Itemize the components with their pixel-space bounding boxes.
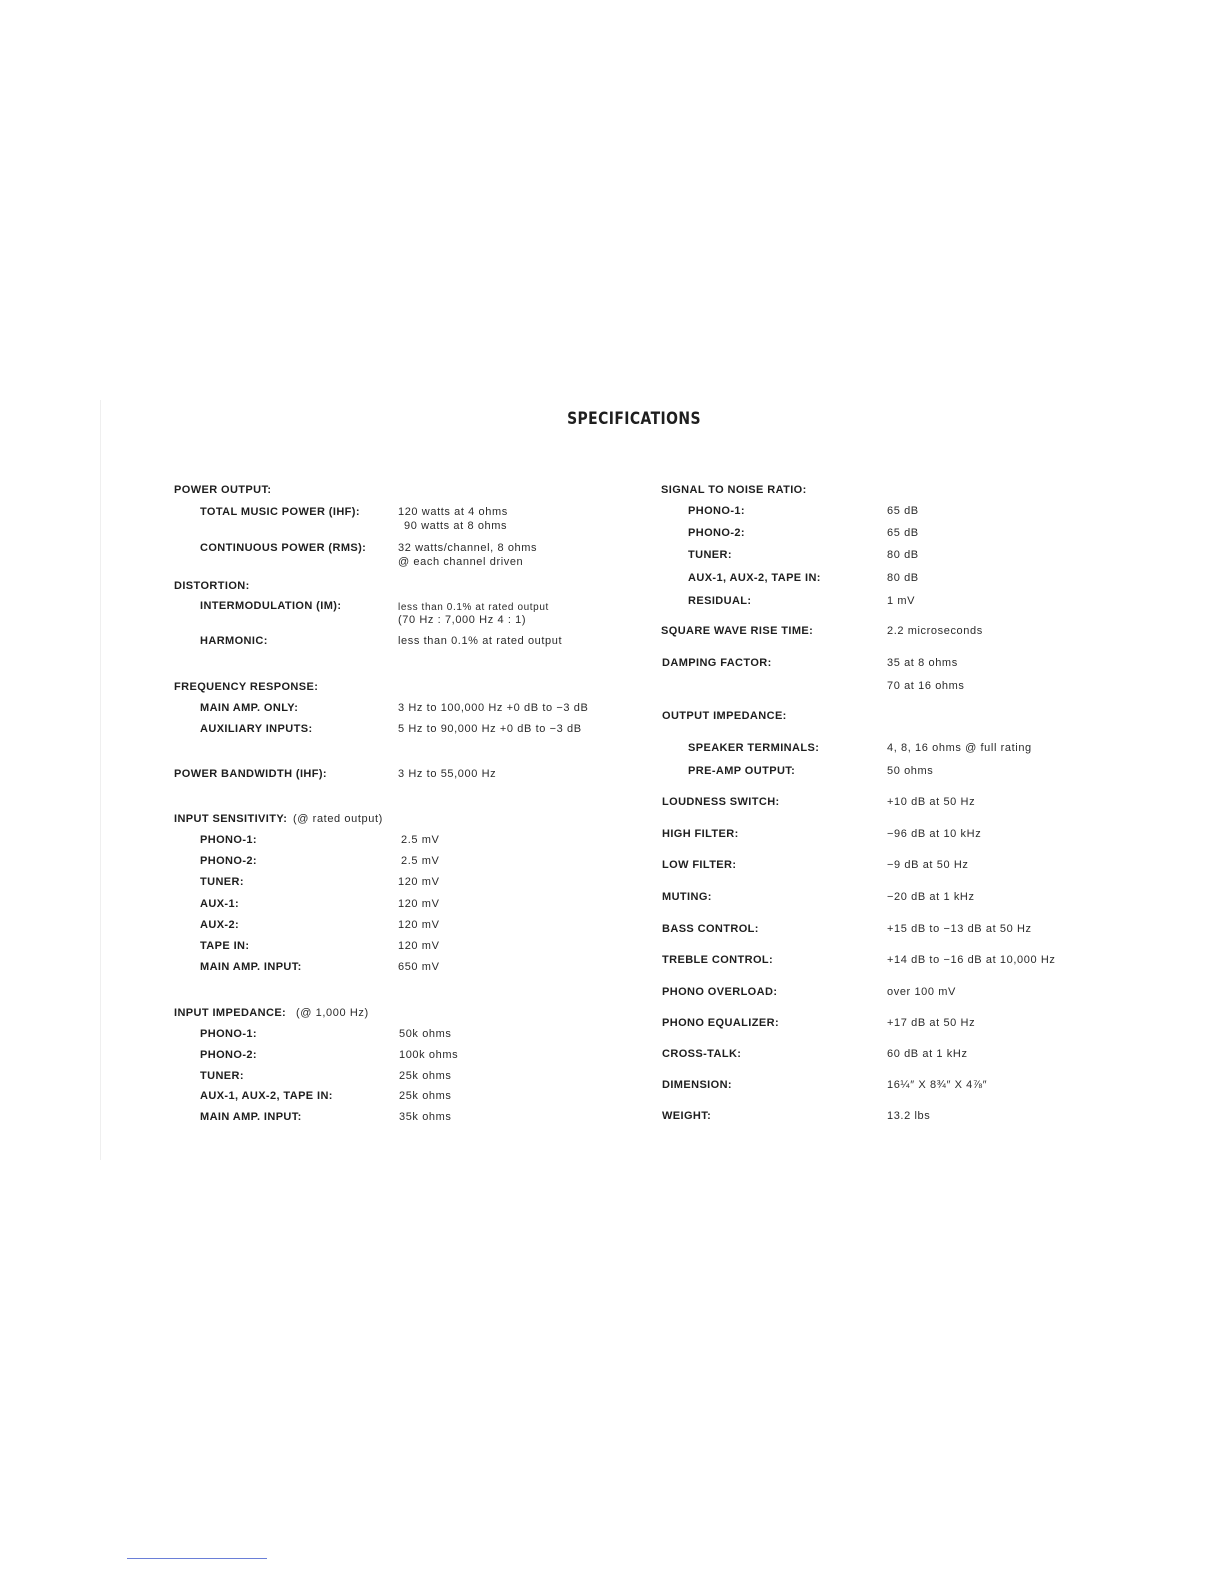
spec-value: over 100 mV <box>887 986 956 998</box>
spec-value: −96 dB at 10 kHz <box>887 828 982 840</box>
speaker-terminals-value: 4, 8, 16 ohms @ full rating <box>887 742 1032 754</box>
spec-value: 60 dB at 1 kHz <box>887 1048 968 1060</box>
preamp-output-label: PRE-AMP OUTPUT: <box>688 765 796 777</box>
spec-label: DIMENSION: <box>662 1079 732 1091</box>
sensitivity-value: 120 mV <box>398 898 440 910</box>
spec-label: HIGH FILTER: <box>662 828 739 840</box>
spec-value: 13.2 lbs <box>887 1110 931 1122</box>
spec-label: TREBLE CONTROL: <box>662 954 774 966</box>
total-music-power-label: TOTAL MUSIC POWER (IHF): <box>200 506 360 518</box>
sensitivity-label: PHONO-2: <box>200 855 257 867</box>
power-output-heading: POWER OUTPUT: <box>174 484 272 496</box>
distortion-heading: DISTORTION: <box>174 580 250 592</box>
snr-heading: SIGNAL TO NOISE RATIO: <box>661 484 807 496</box>
spec-label: WEIGHT: <box>662 1110 712 1122</box>
impedance-value: 50k ohms <box>399 1028 452 1040</box>
sensitivity-value: 120 mV <box>398 919 440 931</box>
spec-value: +14 dB to −16 dB at 10,000 Hz <box>887 954 1056 966</box>
sensitivity-label: TUNER: <box>200 876 244 888</box>
margin-line <box>100 400 101 1160</box>
input-impedance-heading: INPUT IMPEDANCE: <box>174 1007 287 1019</box>
snr-label: RESIDUAL: <box>688 595 752 607</box>
spec-value: −20 dB at 1 kHz <box>887 891 975 903</box>
snr-value: 80 dB <box>887 572 919 584</box>
snr-value: 65 dB <box>887 505 919 517</box>
impedance-value: 25k ohms <box>399 1070 452 1082</box>
spec-label: MUTING: <box>662 891 712 903</box>
spec-value: −9 dB at 50 Hz <box>887 859 969 871</box>
sensitivity-value: 120 mV <box>398 876 440 888</box>
continuous-power-value-2: @ each channel driven <box>398 556 524 568</box>
sensitivity-value: 650 mV <box>398 961 440 973</box>
page-title: SPECIFICATIONS <box>567 409 701 429</box>
harmonic-label: HARMONIC: <box>200 635 268 647</box>
spec-label: CROSS-TALK: <box>662 1048 742 1060</box>
sensitivity-label: MAIN AMP. INPUT: <box>200 961 302 973</box>
snr-label: TUNER: <box>688 549 732 561</box>
power-bandwidth-label: POWER BANDWIDTH (IHF): <box>174 768 327 780</box>
impedance-label: AUX-1, AUX-2, TAPE IN: <box>200 1090 333 1102</box>
sensitivity-value: 2.5 mV <box>401 855 440 867</box>
input-impedance-note: (@ 1,000 Hz) <box>296 1007 369 1019</box>
continuous-power-value-1: 32 watts/channel, 8 ohms <box>398 542 538 554</box>
sensitivity-value: 120 mV <box>398 940 440 952</box>
sensitivity-value: 2.5 mV <box>401 834 440 846</box>
input-sensitivity-heading: INPUT SENSITIVITY: <box>174 813 288 825</box>
intermodulation-label: INTERMODULATION (IM): <box>200 600 342 612</box>
intermodulation-value-1: less than 0.1% at rated output <box>398 602 549 613</box>
total-music-power-value-2: 90 watts at 8 ohms <box>404 520 508 532</box>
main-amp-only-label: MAIN AMP. ONLY: <box>200 702 299 714</box>
spec-label: LOUDNESS SWITCH: <box>662 796 780 808</box>
main-amp-only-value: 3 Hz to 100,000 Hz +0 dB to −3 dB <box>398 702 589 714</box>
sensitivity-label: AUX-1: <box>200 898 240 910</box>
snr-value: 1 mV <box>887 595 916 607</box>
snr-value: 65 dB <box>887 527 919 539</box>
impedance-label: PHONO-1: <box>200 1028 257 1040</box>
power-bandwidth-value: 3 Hz to 55,000 Hz <box>398 768 497 780</box>
sensitivity-label: PHONO-1: <box>200 834 257 846</box>
snr-label: AUX-1, AUX-2, TAPE IN: <box>688 572 821 584</box>
impedance-label: MAIN AMP. INPUT: <box>200 1111 302 1123</box>
spec-label: LOW FILTER: <box>662 859 737 871</box>
impedance-label: PHONO-2: <box>200 1049 257 1061</box>
sensitivity-label: TAPE IN: <box>200 940 250 952</box>
square-wave-label: SQUARE WAVE RISE TIME: <box>661 625 814 637</box>
continuous-power-label: CONTINUOUS POWER (RMS): <box>200 542 367 554</box>
auxiliary-inputs-value: 5 Hz to 90,000 Hz +0 dB to −3 dB <box>398 723 582 735</box>
snr-label: PHONO-1: <box>688 505 745 517</box>
spec-value: +17 dB at 50 Hz <box>887 1017 976 1029</box>
damping-factor-label: DAMPING FACTOR: <box>662 657 772 669</box>
footer-rule <box>127 1558 267 1559</box>
impedance-value: 100k ohms <box>399 1049 459 1061</box>
auxiliary-inputs-label: AUXILIARY INPUTS: <box>200 723 313 735</box>
impedance-value: 35k ohms <box>399 1111 452 1123</box>
preamp-output-value: 50 ohms <box>887 765 934 777</box>
harmonic-value: less than 0.1% at rated output <box>398 635 563 647</box>
snr-label: PHONO-2: <box>688 527 745 539</box>
spec-label: PHONO EQUALIZER: <box>662 1017 780 1029</box>
spec-label: PHONO OVERLOAD: <box>662 986 778 998</box>
damping-factor-value-2: 70 at 16 ohms <box>887 680 965 692</box>
input-sensitivity-note: (@ rated output) <box>293 813 383 825</box>
impedance-label: TUNER: <box>200 1070 244 1082</box>
output-impedance-heading: OUTPUT IMPEDANCE: <box>662 710 787 722</box>
snr-value: 80 dB <box>887 549 919 561</box>
total-music-power-value-1: 120 watts at 4 ohms <box>398 506 508 518</box>
sensitivity-label: AUX-2: <box>200 919 240 931</box>
speaker-terminals-label: SPEAKER TERMINALS: <box>688 742 820 754</box>
spec-value: +15 dB to −13 dB at 50 Hz <box>887 923 1032 935</box>
spec-label: BASS CONTROL: <box>662 923 759 935</box>
spec-value: 16¼″ X 8¾″ X 4⅞″ <box>887 1079 988 1091</box>
damping-factor-value-1: 35 at 8 ohms <box>887 657 958 669</box>
frequency-response-heading: FREQUENCY RESPONSE: <box>174 681 319 693</box>
spec-value: +10 dB at 50 Hz <box>887 796 976 808</box>
impedance-value: 25k ohms <box>399 1090 452 1102</box>
square-wave-value: 2.2 microseconds <box>887 625 983 637</box>
intermodulation-value-2: (70 Hz : 7,000 Hz 4 : 1) <box>398 614 527 626</box>
